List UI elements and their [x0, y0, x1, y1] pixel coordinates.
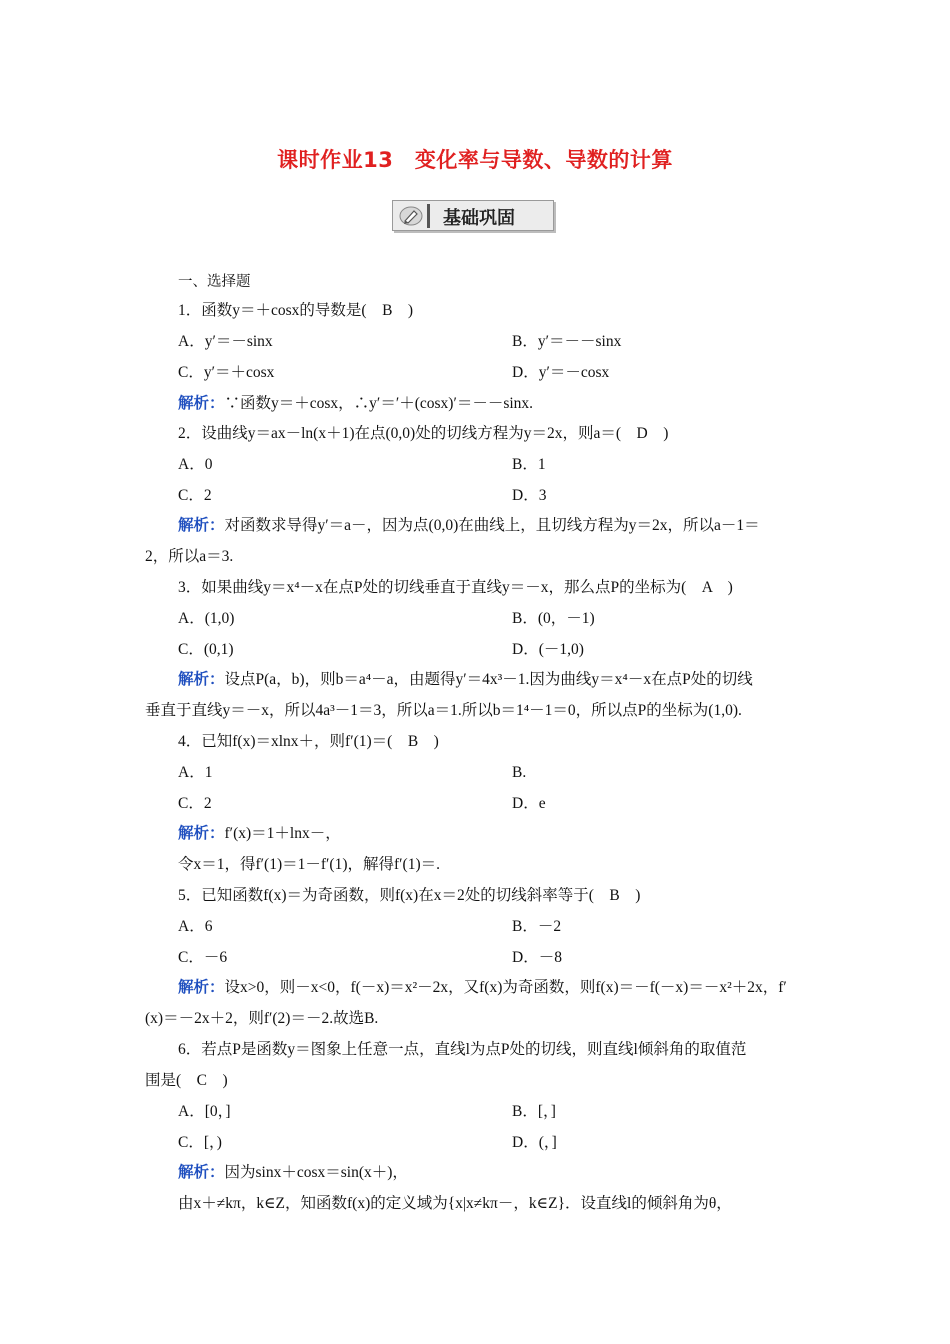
solution-2: [178, 516, 760, 536]
option-d: D．3: [512, 487, 547, 504]
solution-text: 对函数求导得y′＝a－，因为点(0,0)在曲线上，且切线方程为y＝2x，所以a－1＝: [224, 517, 760, 534]
option-c: C．2: [178, 795, 212, 812]
pencil-icon: [399, 206, 423, 226]
banner-divider: [427, 204, 430, 228]
solution-2-cont: 2，所以a＝3.: [145, 548, 234, 565]
option-a: A．y′＝－sinx: [178, 333, 273, 350]
option-c: C．[，): [178, 1134, 222, 1151]
option-c: C．y′＝＋cosx: [178, 364, 275, 381]
question-2: 2．设曲线y＝ax－ln(x＋1)在点(0,0)处的切线方程为y＝2x，则a＝( D ): [178, 425, 669, 442]
question-1: 1．函数y＝＋cosx的导数是( B ): [178, 302, 414, 319]
question-5: 5．已知函数f(x)＝为奇函数，则f(x)在x＝2处的切线斜率等于( B ): [178, 887, 641, 904]
solution-label: 解析：: [178, 1164, 225, 1181]
section-label: 基础巩固: [443, 208, 515, 229]
solution-text: 设点P(a，b)，则b＝a⁴－a，由题得y′＝4x³－1.因为曲线y＝x⁴－x在点P处的切线: [224, 671, 753, 688]
option-c: C．(0,1): [178, 641, 234, 658]
solution-label: 解析：: [178, 517, 225, 534]
question-3: 3．如果曲线y＝x⁴－x在点P处的切线垂直于直线y＝－x，那么点P的坐标为( A ): [178, 579, 733, 596]
solution-text: f′(x)＝1＋lnx－，: [224, 825, 341, 842]
solution-1: [178, 394, 533, 414]
option-a: A．1: [178, 764, 213, 781]
solution-text: ∵函数y＝＋cosx，∴y′＝′＋(cosx)′＝－－sinx.: [224, 395, 534, 412]
option-c: C．2: [178, 487, 212, 504]
option-a: A．6: [178, 918, 213, 935]
solution-4-cont: 令x＝1，得f′(1)＝1－f′(1)，解得f′(1)＝.: [178, 856, 441, 873]
option-b: B．[，]: [512, 1103, 556, 1120]
question-4: 4．已知f(x)＝xlnx＋，则f′(1)＝( B ): [178, 733, 439, 750]
option-a: A．[0，]: [178, 1103, 231, 1120]
solution-3: [178, 670, 753, 690]
option-c: C．－6: [178, 949, 228, 966]
question-6-cont: 围是( C ): [145, 1072, 228, 1089]
solution-label: 解析：: [178, 825, 225, 842]
solution-6: [178, 1163, 408, 1183]
option-d: D．－8: [512, 949, 562, 966]
option-d: D．y′＝－cosx: [512, 364, 610, 381]
section-heading: 一、选择题: [178, 274, 251, 290]
option-b: B．－2: [512, 918, 562, 935]
solution-label: 解析：: [178, 671, 225, 688]
option-b: B.: [512, 764, 527, 781]
solution-label: 解析：: [178, 979, 225, 996]
option-a: A．(1,0): [178, 610, 235, 627]
option-d: D．e: [512, 795, 546, 812]
solution-6-cont: 由x＋≠kπ，k∈Z，知函数f(x)的定义域为{x|x≠kπ－，k∈Z}．设直线l的倾斜角为θ，: [178, 1195, 732, 1212]
option-b: B．(0，－1): [512, 610, 595, 627]
option-d: D．(，]: [512, 1134, 557, 1151]
solution-label: 解析：: [178, 395, 225, 412]
page-title: 课时作业13 变化率与导数、导数的计算: [277, 148, 673, 172]
solution-text: 设x>0，则－x<0，f(－x)＝x²－2x，又f(x)为奇函数，则f(x)＝－f(－x)＝－x²＋2x，f′: [224, 979, 787, 996]
section-banner: [392, 200, 554, 231]
solution-4: [178, 824, 341, 844]
solution-3-cont: 垂直于直线y＝－x，所以4a³－1＝3，所以a＝1.所以b＝1⁴－1＝0，所以点P的坐标为(1,0).: [145, 702, 742, 719]
solution-5: [178, 978, 787, 998]
solution-text: 因为sinx＋cosx＝sin(x＋)，: [224, 1164, 408, 1181]
question-6: 6．若点P是函数y＝图象上任意一点，直线l为点P处的切线，则直线l倾斜角的取值范: [178, 1041, 747, 1058]
solution-5-cont: (x)＝－2x＋2，则f′(2)＝－2.故选B.: [145, 1010, 379, 1027]
option-b: B．y′＝－－sinx: [512, 333, 622, 350]
option-a: A．0: [178, 456, 213, 473]
option-b: B．1: [512, 456, 546, 473]
option-d: D．(－1,0): [512, 641, 584, 658]
